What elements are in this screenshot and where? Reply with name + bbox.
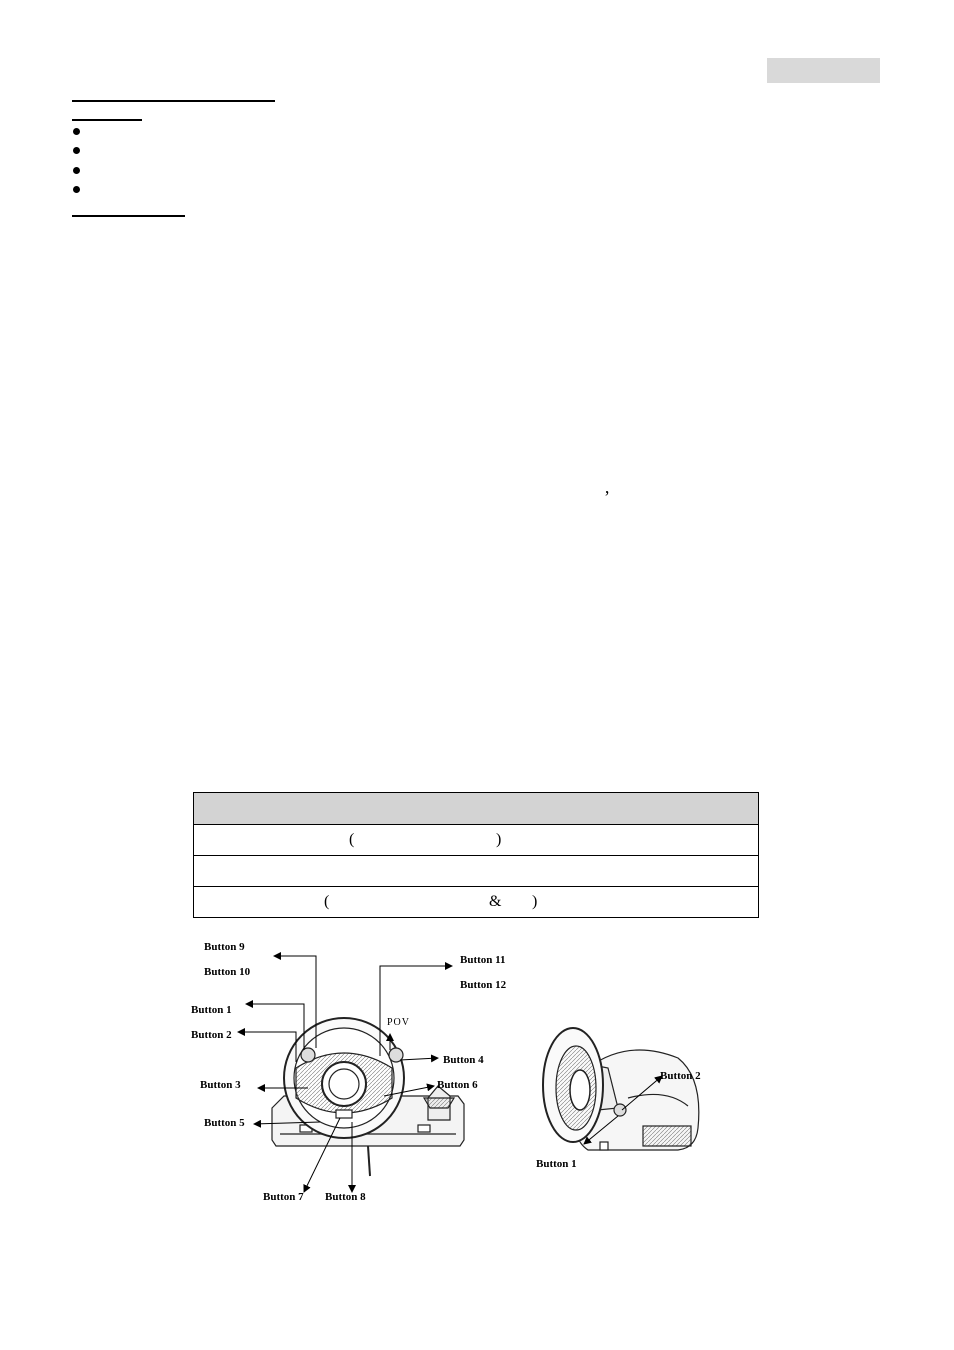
list-bullet xyxy=(73,186,80,193)
label-button-8: Button 8 xyxy=(325,1191,366,1202)
table-header-cell xyxy=(194,793,759,825)
list-bullet xyxy=(73,128,80,135)
paren-close: ) xyxy=(496,831,502,848)
table-row xyxy=(194,887,759,918)
label-button-5: Button 5 xyxy=(204,1117,245,1129)
label-button-2: Button 2 xyxy=(191,1029,232,1041)
side-label-button-1: Button 1 xyxy=(536,1158,577,1170)
label-button-11: Button 11 xyxy=(460,954,506,966)
label-pov: POV xyxy=(387,1017,411,1028)
paren-close: ) xyxy=(532,893,538,910)
ampersand: & xyxy=(489,893,502,910)
section-underline xyxy=(72,215,185,217)
side-label-button-2: Button 2 xyxy=(660,1070,701,1082)
paren-open: ( xyxy=(349,831,355,848)
punctuation-mark: ’ xyxy=(604,487,610,507)
label-button-7: Button 7 xyxy=(263,1191,304,1202)
label-button-3: Button 3 xyxy=(200,1079,241,1091)
spec-table xyxy=(193,792,759,918)
label-button-1: Button 1 xyxy=(191,1004,232,1016)
table-cell xyxy=(194,825,759,856)
paren-open: ( xyxy=(324,893,330,910)
label-button-4: Button 4 xyxy=(443,1054,484,1066)
side-wheel-illustration xyxy=(543,1028,699,1150)
table-cell xyxy=(194,856,759,887)
label-button-9: Button 9 xyxy=(204,941,245,953)
steering-wheel-figure xyxy=(188,938,736,1202)
list-bullet xyxy=(73,147,80,154)
header-tag xyxy=(767,58,880,83)
label-button-10: Button 10 xyxy=(204,966,251,978)
table-row xyxy=(194,856,759,887)
label-button-6: Button 6 xyxy=(437,1079,478,1091)
label-button-12: Button 12 xyxy=(460,979,507,991)
front-wheel-illustration xyxy=(272,1018,464,1176)
table-cell xyxy=(194,887,759,918)
list-bullet xyxy=(73,167,80,174)
heading-underline xyxy=(72,100,275,102)
table-header-row xyxy=(194,793,759,825)
subheading-underline xyxy=(72,119,142,121)
wheel-diagram-svg xyxy=(188,938,736,1202)
table-row xyxy=(194,825,759,856)
